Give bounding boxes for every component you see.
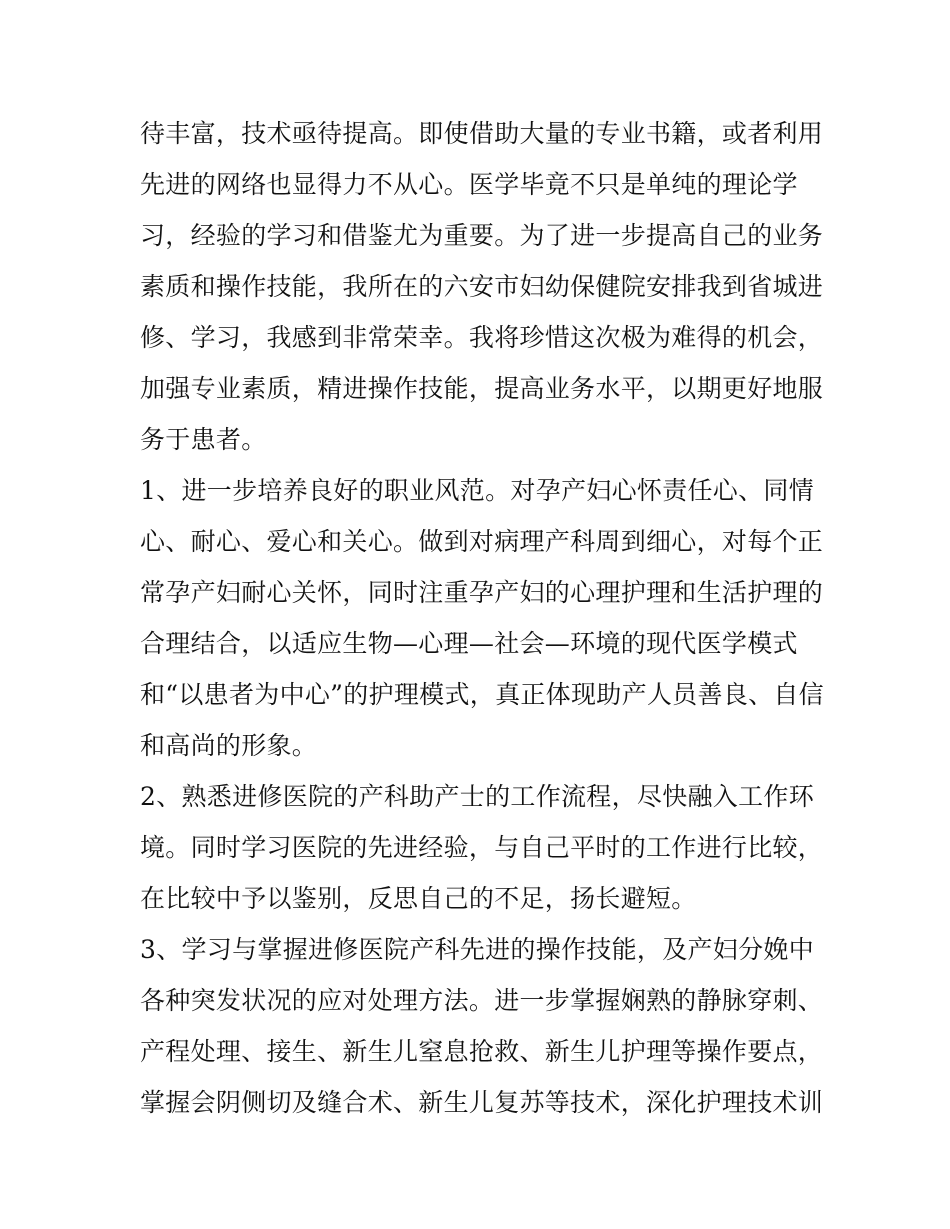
list-item-3-line: 3、学习与掌握进修医院产科先进的操作技能，及产妇分娩中 [140,935,815,964]
text-line: 务于患者。 [140,425,267,454]
text-line: 加强专业素质，精进操作技能，提高业务水平，以期更好地服 [140,374,824,403]
text-line: 各种突发状况的应对处理方法。进一步掌握娴熟的静脉穿刺、 [140,986,824,1015]
text-line: 产程处理、接生、新生儿窒息抢救、新生儿护理等操作要点， [140,1037,824,1066]
text-line: 修、学习，我感到非常荣幸。我将珍惜这次极为难得的机会， [140,323,824,352]
text-line: 境。同时学习医院的先进经验，与自己平时的工作进行比较， [140,833,824,862]
text-line: 合理结合，以适应生物—心理—社会—环境的现代医学模式 [140,629,798,658]
text-line: 素质和操作技能，我所在的六安市妇幼保健院安排我到省城进 [140,272,824,301]
list-item-2-line: 2、熟悉进修医院的产科助产士的工作流程，尽快融入工作环 [140,782,815,811]
text-line: 常孕产妇耐心关怀，同时注重孕产妇的心理护理和生活护理的 [140,578,824,607]
text-line: 习，经验的学习和借鉴尤为重要。为了进一步提高自己的业务 [140,221,824,250]
text-line: 先进的网络也显得力不从心。医学毕竟不只是单纯的理论学 [140,170,798,199]
list-item-1-line: 1、进一步培养良好的职业风范。对孕产妇心怀责任心、同情 [140,476,815,505]
text-line: 心、耐心、爱心和关心。做到对病理产科周到细心，对每个正 [140,527,824,556]
text-line: 待丰富，技术亟待提高。即使借助大量的专业书籍，或者利用 [140,119,824,148]
text-line: 掌握会阴侧切及缝合术、新生儿复苏等技术，深化护理技术训 [140,1088,824,1117]
document-body-text [140,108,824,1128]
text-line: 和“以患者为中心”的护理模式，真正体现助产人员善良、自信 [140,680,824,709]
text-line: 在比较中予以鉴别，反思自己的不足，扬长避短。 [140,884,697,913]
text-line: 和高尚的形象。 [140,731,318,760]
